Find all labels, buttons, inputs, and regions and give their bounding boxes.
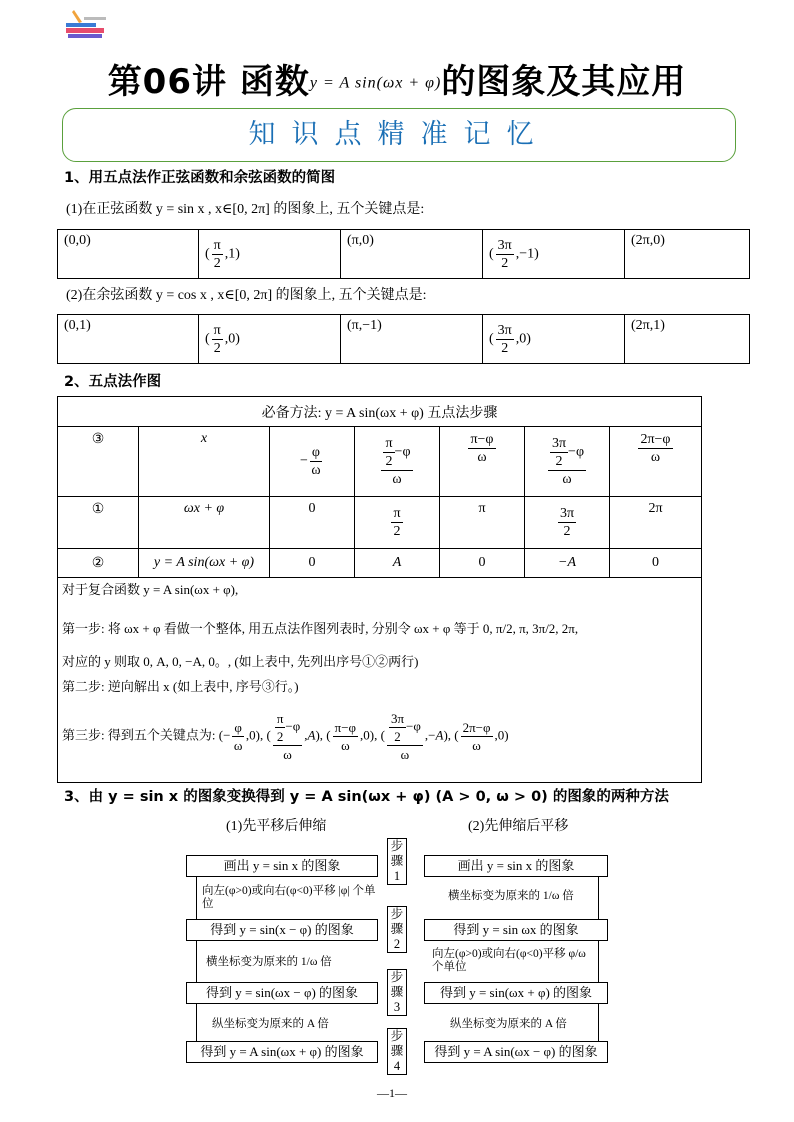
phase-value-2: $\frac{\pi}{2}$: [355, 497, 440, 549]
phase-value-5: 2π: [610, 497, 702, 549]
row2-head: y = A sin(ωx + φ): [139, 549, 270, 578]
x-value-5: $\frac{2\pi-\varphi}{\omega}$: [610, 427, 702, 497]
left-note-3: 纵坐标变为原来的 A 倍: [212, 1018, 329, 1030]
y-value-2: A: [355, 549, 440, 578]
cos-point-4: ( $\frac{3\pi}{2}$ ,0): [483, 315, 625, 364]
note-values: 对应的 y 则取 0, A, 0, −A, 0。, (如上表中, 先列出序号①②两行): [62, 654, 419, 669]
left-note-2: 横坐标变为原来的 1/ω 倍: [206, 956, 332, 968]
heading-five-point: 1、用五点法作正弦函数和余弦函数的简图: [64, 170, 336, 186]
right-note-1: 横坐标变为原来的 1/ω 倍: [448, 890, 574, 902]
step-2: 步骤2: [387, 906, 407, 953]
step-4: 步骤4: [387, 1028, 407, 1075]
left-note-1: 向左(φ>0)或向右(φ<0)平移 |φ| 个单位: [202, 885, 376, 910]
cos-points-table: [57, 314, 750, 364]
sin-intro: (1)在正弦函数 y = sin x , x∈[0, 2π] 的图象上, 五个关键点是:: [66, 202, 425, 217]
sin-point-2: ( $\frac{\pi}{2}$ ,1): [199, 230, 341, 279]
right-note-3: 纵坐标变为原来的 A 倍: [450, 1018, 567, 1030]
left-box-3: 得到 y = sin(ωx − φ) 的图象: [186, 982, 378, 1004]
y-value-5: 0: [610, 549, 702, 578]
row3-head: x: [139, 427, 270, 497]
sin-point-5: (2π,0): [625, 230, 750, 279]
row1-label: ①: [58, 497, 139, 549]
y-value-1: 0: [270, 549, 355, 578]
right-note-2: 向左(φ>0)或向右(φ<0)平移 φ/ω 个单位: [432, 948, 586, 973]
right-box-4: 得到 y = A sin(ωx − φ) 的图象: [424, 1041, 608, 1063]
book-logo-icon: [64, 8, 110, 42]
cos-point-5: (2π,1): [625, 315, 750, 364]
heading-transform: 3、由 y = sin x 的图象变换得到 y = A sin(ωx + φ) (A > 0, ω > 0) 的图象的两种方法: [64, 789, 669, 805]
cos-point-1: (0,1): [58, 315, 199, 364]
note-step1: 第一步: 将 ωx + φ 看做一个整体, 用五点法作图列表时, 分别令 ωx + φ 等于 0, π/2, π, 3π/2, 2π,: [62, 621, 579, 636]
arrow-left-1: [196, 877, 197, 919]
arrow-right-3: [598, 1004, 599, 1041]
phase-value-4: $\frac{3\pi}{2}$: [525, 497, 610, 549]
right-box-3: 得到 y = sin(ωx + φ) 的图象: [424, 982, 608, 1004]
cos-intro: (2)在余弦函数 y = cos x , x∈[0, 2π] 的图象上, 五个关键点是:: [66, 288, 427, 303]
left-box-4: 得到 y = A sin(ωx + φ) 的图象: [186, 1041, 378, 1063]
x-value-2: $\frac{\frac{\pi}{2}-\varphi}{\omega}$: [355, 427, 440, 497]
cos-point-2: ( $\frac{\pi}{2}$ ,0): [199, 315, 341, 364]
sin-point-3: (π,0): [341, 230, 483, 279]
note-composite: 对于复合函数 y = A sin(ωx + φ),: [62, 582, 239, 597]
row1-head: ωx + φ: [139, 497, 270, 549]
arrow-right-1: [598, 877, 599, 919]
x-value-4: $\frac{\frac{3\pi}{2}-\varphi}{\omega}$: [525, 427, 610, 497]
table-title: 必备方法: y = A sin(ωx + φ) 五点法步骤: [58, 397, 702, 427]
arrow-left-2: [196, 941, 197, 982]
sin-point-1: (0,0): [58, 230, 199, 279]
x-value-3: $\frac{\pi-\varphi}{\omega}$: [440, 427, 525, 497]
note-step3: 第三步: 得到五个关键点为: (− $\frac{\varphi}{\omega}$ ,0), ( $\frac{\frac{\pi}{2}-\varphi}{\omega}$ ,A), ( $\frac{\pi-\varphi}{\omega}$ ,0), ( $\frac{\frac{3\pi}{2}-\varphi}{\omega}$ ,−A), ( $\frac{2\pi-\varphi}{\omega}$ ,0): [62, 711, 509, 762]
right-box-2: 得到 y = sin ωx 的图象: [424, 919, 608, 941]
heading-five-point-method: 2、五点法作图: [64, 374, 162, 390]
note-step2: 第二步: 逆向解出 x (如上表中, 序号③行。): [62, 679, 299, 694]
phase-value-3: π: [440, 497, 525, 549]
page-title: 第06讲 函数y = A sin(ωx + φ)的图象及其应用: [107, 62, 687, 102]
y-value-3: 0: [440, 549, 525, 578]
phase-value-1: 0: [270, 497, 355, 549]
section-banner: 知识点精准记忆: [62, 108, 736, 162]
row2-label: ②: [58, 549, 139, 578]
arrow-right-2: [598, 941, 599, 982]
page-number: —1—: [377, 1086, 407, 1100]
row3-label: ③: [58, 427, 139, 497]
sin-point-4: ( $\frac{3\pi}{2}$ ,−1): [483, 230, 625, 279]
five-point-table: [57, 396, 702, 783]
right-box-1: 画出 y = sin x 的图象: [424, 855, 608, 877]
cos-point-3: (π,−1): [341, 315, 483, 364]
y-value-4: −A: [525, 549, 610, 578]
method2-title: (2)先伸缩后平移: [468, 819, 569, 834]
step-1: 步骤1: [387, 838, 407, 885]
step-3: 步骤3: [387, 969, 407, 1016]
method1-title: (1)先平移后伸缩: [226, 819, 327, 834]
left-box-1: 画出 y = sin x 的图象: [186, 855, 378, 877]
x-value-1: − $\frac{\varphi}{\omega}$: [270, 427, 355, 497]
sin-points-table: [57, 229, 750, 279]
left-box-2: 得到 y = sin(x − φ) 的图象: [186, 919, 378, 941]
arrow-left-3: [196, 1004, 197, 1041]
steps-notes: [58, 578, 702, 783]
